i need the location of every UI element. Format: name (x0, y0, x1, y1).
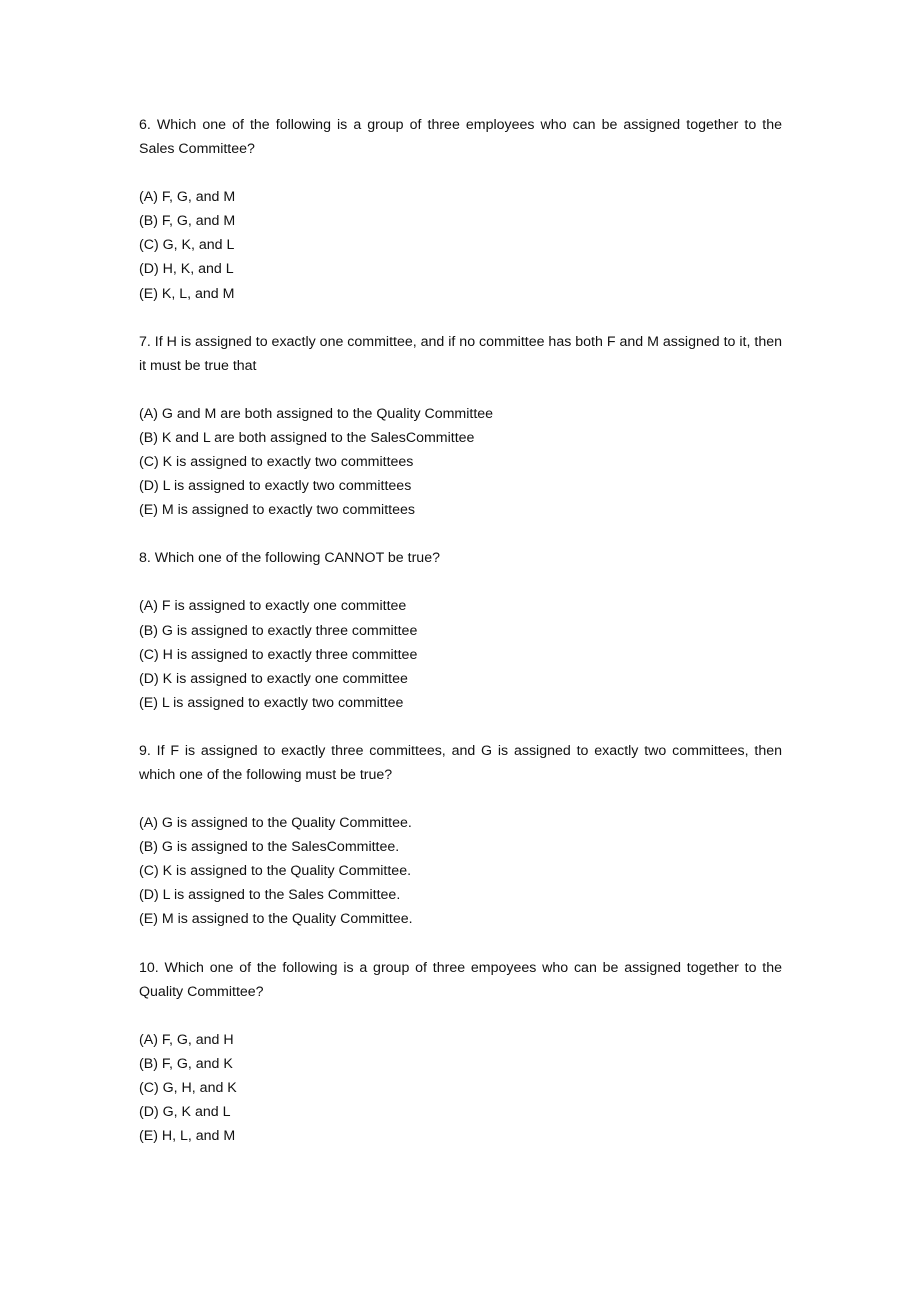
answer-option-b: (B) G is assigned to the SalesCommittee. (139, 839, 400, 856)
answer-options (139, 402, 782, 522)
answer-option-b: (B) K and L are both assigned to the SalesCommittee (139, 429, 475, 446)
answer-option-c: (C) K is assigned to the Quality Committee. (139, 863, 412, 880)
answer-option-e: (E) H, L, and M (139, 1128, 236, 1145)
question-10 (139, 956, 782, 1149)
question-stem: 9. If F is assigned to exactly three committees, and G is assigned to exactly two committees, then which one of the following must be true? (139, 742, 782, 783)
question-8 (139, 546, 782, 715)
question-7 (139, 330, 782, 523)
answer-option-e: (E) M is assigned to the Quality Committee. (139, 911, 413, 928)
answer-option-a: (A) G and M are both assigned to the Quality Committee (139, 405, 494, 422)
document-page (139, 113, 782, 1172)
answer-option-e: (E) M is assigned to exactly two committees (139, 502, 415, 519)
answer-option-e: (E) L is assigned to exactly two committee (139, 694, 404, 711)
answer-options (139, 1028, 782, 1148)
answer-options (139, 811, 782, 931)
answer-options (139, 594, 782, 714)
answer-option-b: (B) F, G, and M (139, 213, 236, 230)
answer-option-d: (D) K is assigned to exactly one committee (139, 670, 408, 687)
question-stem: 10. Which one of the following is a group of three empoyees who can be assigned together to the Quality Committee? (139, 959, 782, 1000)
answer-option-b: (B) G is assigned to exactly three committee (139, 622, 418, 639)
question-9 (139, 739, 782, 932)
answer-option-d: (D) L is assigned to exactly two committees (139, 478, 412, 495)
answer-option-d: (D) L is assigned to the Sales Committee. (139, 887, 401, 904)
answer-option-a: (A) F, G, and M (139, 189, 236, 206)
answer-option-d: (D) H, K, and L (139, 261, 234, 278)
question-6 (139, 113, 782, 306)
question-stem: 6. Which one of the following is a group of three employees who can be assigned together to the Sales Committee? (139, 117, 782, 158)
question-stem: 7. If H is assigned to exactly one committee, and if no committee has both F and M assigned to it, then it must be true that (139, 333, 782, 374)
answer-option-b: (B) F, G, and K (139, 1055, 233, 1072)
answer-option-d: (D) G, K and L (139, 1104, 231, 1120)
answer-option-c: (C) K is assigned to exactly two committees (139, 454, 414, 471)
answer-options (139, 185, 782, 305)
answer-option-a: (A) F, G, and H (139, 1031, 234, 1048)
answer-option-c: (C) H is assigned to exactly three committee (139, 646, 418, 663)
answer-option-c: (C) G, K, and L (139, 237, 235, 254)
answer-option-a: (A) G is assigned to the Quality Committee. (139, 815, 412, 832)
answer-option-a: (A) F is assigned to exactly one committee (139, 598, 407, 615)
answer-option-c: (C) G, H, and K (139, 1079, 237, 1096)
answer-option-e: (E) K, L, and M (139, 285, 235, 302)
question-stem: 8. Which one of the following CANNOT be true? (139, 550, 440, 567)
